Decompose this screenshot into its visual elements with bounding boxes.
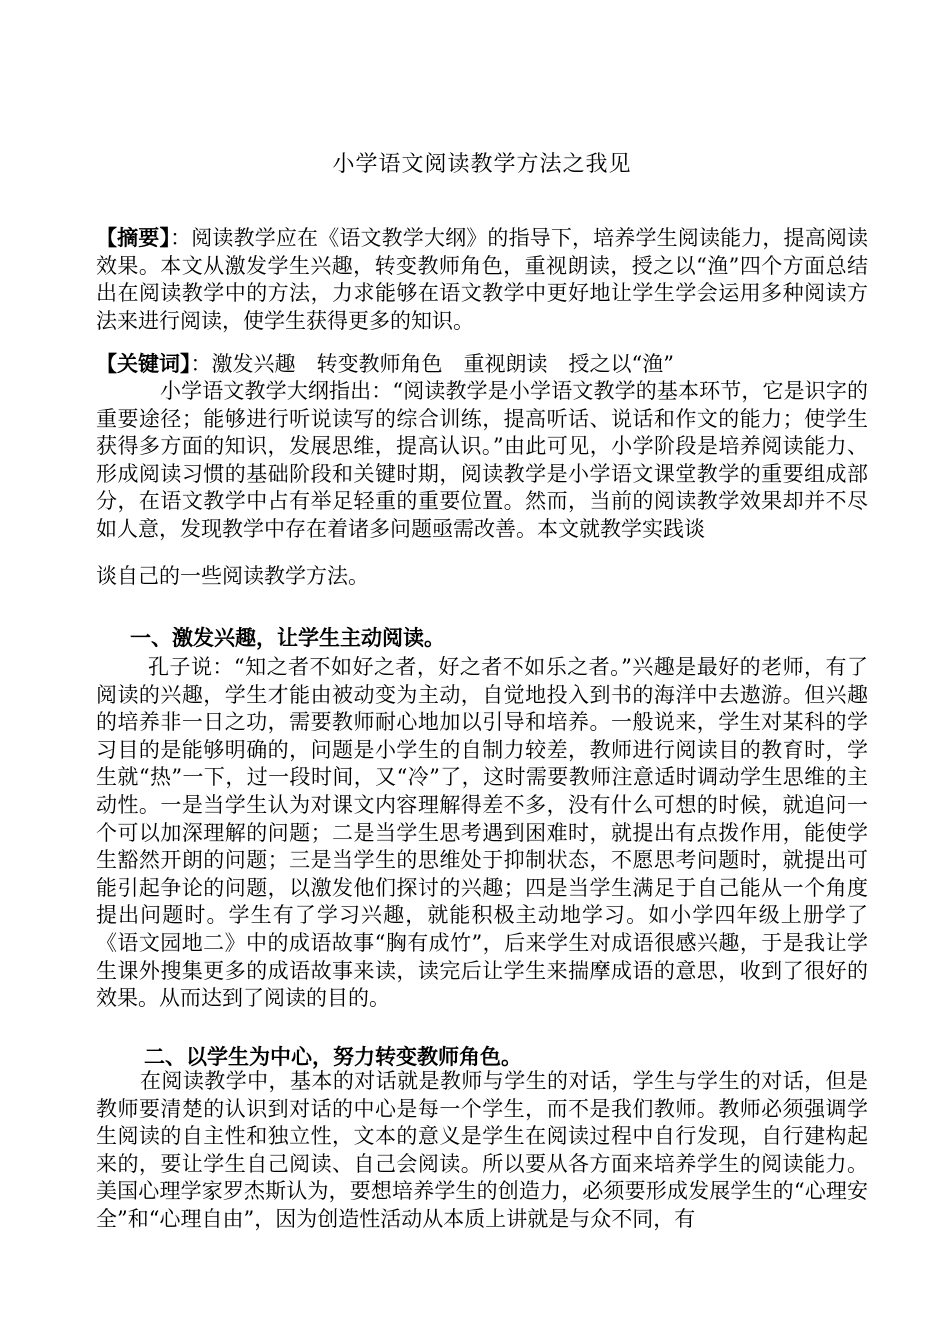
section-2-paragraph: 在阅读教学中，基本的对话就是教师与学生的对话，学生与学生的对话，但是教师要清楚的认识到对话的中心是每一个学生，而不是我们教师。教师必须强调学生阅读的自主性和独立性，文本的意义是学生在阅读过程中自行发现，自行建构起来的，要让学生自己阅读、自己会阅读。所以要从各方面来培养学生的阅读能力。美国心理学家罗杰斯认为，要想培养学生的创造力，必须要形成发展学生的“心理安全”和“心理自由”，因为创造性活动从本质上讲就是与众不同，有 — [96, 1069, 868, 1231]
document-page — [96, 0, 868, 1344]
intro-paragraph-last-line: 谈自己的一些阅读教学方法。 — [96, 564, 369, 588]
section-1-heading: 一、激发兴趣，让学生主动阅读。 — [130, 625, 445, 650]
abstract-paragraph — [96, 224, 868, 335]
intro-paragraph: 小学语文教学大纲指出：“阅读教学是小学语文教学的基本环节，它是识字的重要途径；能够进行听说读写的综合训练，提高听话、说话和作文的能力；使学生获得多方面的知识，发展思维，提高认识。”由此可见，小学阶段是培养阅读能力、形成阅读习惯的基础阶段和关键时期，阅读教学是小学语文课堂教学的重要组成部分，在语文教学中占有举足轻重的重要位置。然而，当前的阅读教学效果却并不尽如人意，发现教学中存在着诸多问题亟需改善。本文就教学实践谈 — [96, 379, 868, 541]
abstract-text: ：阅读教学应在《语文教学大纲》的指导下，培养学生阅读能力，提高阅读效果。本文从激发学生兴趣，转变教师角色，重视朗读，授之以“渔”四个方面总结出在阅读教学中的方法，力求能够在语文教学中更好地让学生学会运用多种阅读方法来进行阅读，使学生获得更多的知识。 — [96, 226, 869, 333]
section-1-paragraph: 孔子说：“知之者不如好之者，好之者不如乐之者。”兴趣是最好的老师，有了阅读的兴趣，学生才能由被动变为主动，自觉地投入到书的海洋中去遨游。但兴趣的培养非一日之功，需要教师耐心地加以引导和培养。一般说来，学生对某科的学习目的是能够明确的，问题是小学生的自制力较差，教师进行阅读目的教育时，学生就“热”一下，过一段时间，又“冷”了，这时需要教师注意适时调动学生思维的主动性。一是当学生认为对课文内容理解得差不多，没有什么可想的时候，就追问一个可以加深理解的问题；二是当学生思考遇到困难时，就提出有点拨作用，能使学生豁然开朗的问题；三是当学生的思维处于抑制状态，不愿思考问题时，就提出可能引起争论的问题，以激发他们探讨的兴趣；四是当学生满足于自己能从一个角度提出问题时。学生有了学习兴趣，就能积极主动地学习。如小学四年级上册学了《语文园地二》中的成语故事“胸有成竹”，后来学生对成语很感兴趣，于是我让学生课外搜集更多的成语故事来读，读完后让学生来揣摩成语的意思，收到了很好的效果。从而达到了阅读的目的。 — [96, 655, 868, 1011]
keywords-paragraph — [96, 350, 868, 379]
document-title: 小学语文阅读教学方法之我见 — [332, 152, 632, 177]
abstract-label: 【摘要】 — [96, 225, 171, 250]
keywords-label: 【关键词】 — [96, 351, 191, 376]
keywords-text: ：激发兴趣 转变教师角色 重视朗读 授之以“渔” — [190, 352, 674, 376]
section-2-heading: 二、以学生为中心，努力转变教师角色。 — [144, 1044, 522, 1069]
